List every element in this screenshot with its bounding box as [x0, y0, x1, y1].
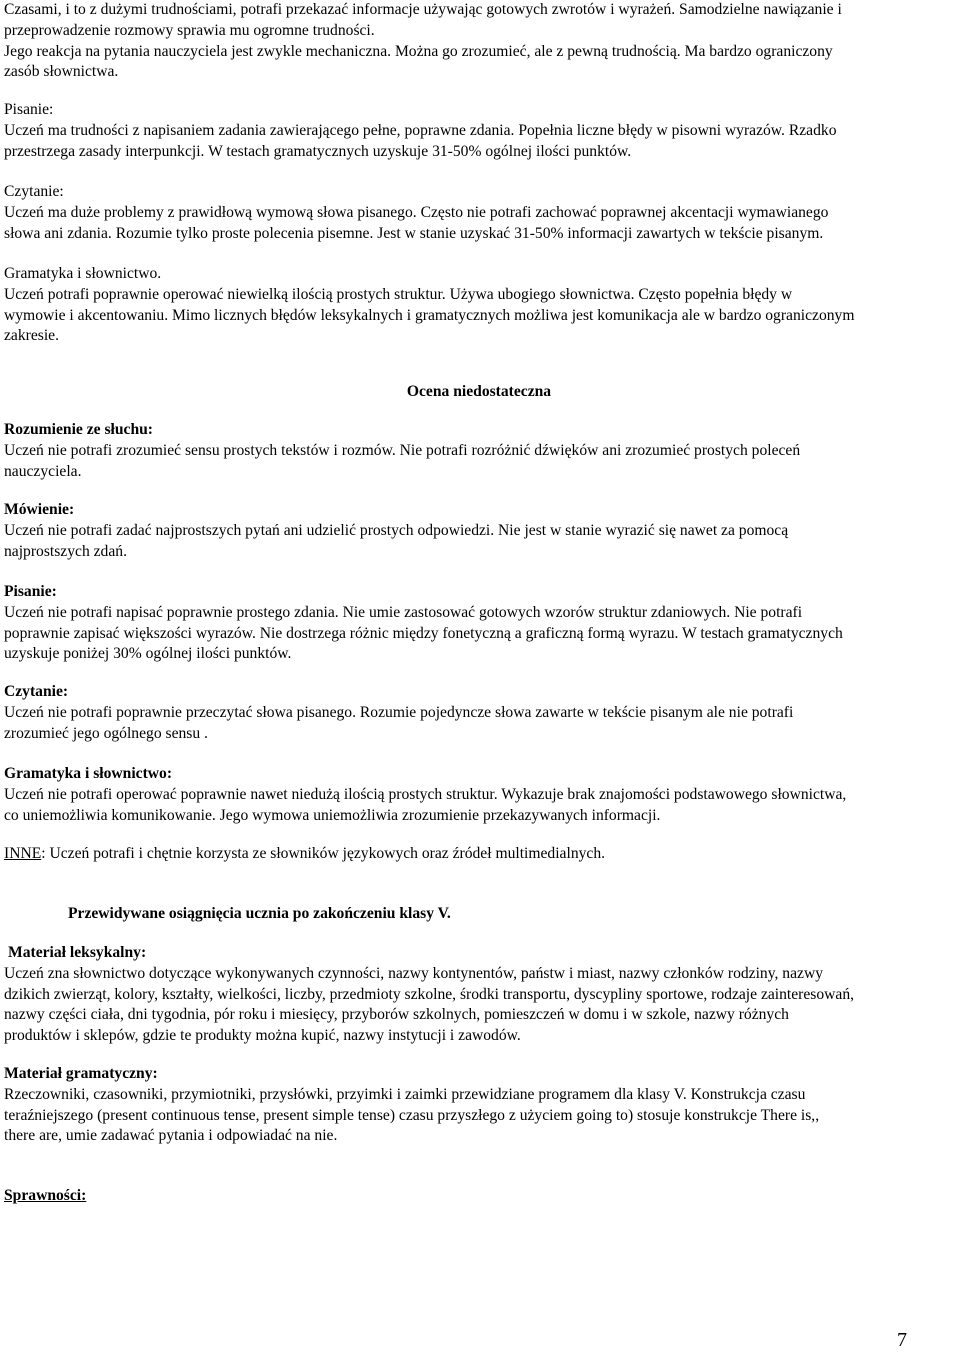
text-line: Uczeń ma duże problemy z prawidłową wymową słowa pisanego. Często nie potrafi zachować poprawnej akcentacji wymawianego [4, 203, 829, 221]
section-heading: Materiał gramatyczny: [4, 1065, 158, 1082]
text-line: najprostszych zdań. [4, 542, 127, 560]
page-number: 7 [897, 1329, 907, 1351]
section-heading: Pisanie: [4, 101, 54, 118]
section-heading: Gramatyka i słownictwo. [4, 265, 162, 282]
section-heading: Czytanie: [4, 183, 64, 200]
text-line: there are, umie zadawać pytania i odpowiadać na nie. [4, 1127, 338, 1145]
text-line: Uczeń nie potrafi zadać najprostszych pytań ani udzielić prostych odpowiedzi. Nie jest w stanie wyrazić się nawet za pomocą [4, 521, 789, 539]
section-heading: Rozumienie ze słuchu: [4, 421, 153, 438]
text-line: Uczeń ma trudności z napisaniem zadania zawierającego pełne, poprawne zdania. Popełnia liczne błędy w pisowni wyrazów. Rzadko [4, 121, 837, 139]
leksykalny-section [4, 943, 954, 1047]
text-line: dzikich zwierząt, kolory, kształty, wielkości, liczby, przedmioty szkolne, środki transportu, dyscypliny sportowe, rodzaje zainteresowań, [4, 985, 855, 1003]
text-line: zrozumieć jego ogólnego sensu . [4, 724, 208, 742]
text-line: zakresie. [4, 327, 59, 345]
text-line: Rzeczowniki, czasowniki, przymiotniki, przysłówki, przyimki i zaimki przewidziane programem dla klasy V. Konstrukcja czasu [4, 1085, 806, 1103]
text-line: nazwy części ciała, dni tygodnia, pór roku i miesięcy, przyborów szkolnych, pomieszczeń w domu i w szkole, nazwy różnych [4, 1006, 789, 1024]
text-line: uzyskuje poniżej 30% ogólnej ilości punktów. [4, 645, 292, 663]
intro-paragraph [4, 0, 954, 83]
inne-line [4, 844, 954, 865]
text-line: Jego reakcja na pytania nauczyciela jest zwykle mechaniczna. Można go zrozumieć, ale z pewną trudnością. Ma bardzo ograniczony [4, 42, 833, 60]
text-line: teraźniejszego (present continuous tense, present simple tense) czasu przyszłego z użyciem going to) stosuje konstrukcje There is,, [4, 1106, 820, 1124]
pisanie-section [4, 100, 954, 162]
mowienie-section [4, 500, 954, 562]
text-line: słowa ani zdania. Rozumie tylko proste polecenia pisemne. Jest w stanie uzyskać 31-50% informacji zawartych w tekście pisanym. [4, 224, 824, 242]
text-line: przestrzega zasady interpunkcji. W testach gramatycznych uzyskuje 31-50% ogólnej ilości punktów. [4, 142, 632, 160]
text-line: Uczeń potrafi poprawnie operować niewielką ilością prostych struktur. Używa ubogiego słownictwa. Często popełnia błędy w [4, 285, 793, 303]
przewidywane-title: Przewidywane osiągnięcia ucznia po zakończeniu klasy V. [68, 905, 451, 922]
gramatyczny-section [4, 1064, 954, 1147]
text-line: zasób słownictwa. [4, 63, 119, 81]
text-line: poprawnie zapisać większości wyrazów. Nie dostrzega różnic między fonetyczną a graficzną formą wyrazu. W testach gramatycznych [4, 624, 843, 642]
ocena-gramatyka-section [4, 764, 954, 826]
section-heading: Mówienie: [4, 501, 75, 518]
section-heading: Czytanie: [4, 683, 69, 700]
text-line: nauczyciela. [4, 462, 82, 480]
text-line: Uczeń nie potrafi poprawnie przeczytać słowa pisanego. Rozumie pojedyncze słowa zawarte w tekście pisanym ale nie potrafi [4, 703, 794, 721]
inne-text: : Uczeń potrafi i chętnie korzysta ze słowników językowych oraz źródeł multimedialnych. [41, 845, 606, 862]
inne-label: INNE [4, 845, 42, 862]
section-heading: Materiał leksykalny: [8, 944, 147, 961]
gramatyka-section [4, 264, 954, 347]
czytanie-section [4, 182, 954, 244]
ocena-pisanie-section [4, 582, 954, 665]
text-line: Uczeń nie potrafi operować poprawnie nawet niedużą ilością prostych struktur. Wykazuje brak znajomości podstawowego słownictwa, [4, 785, 847, 803]
text-line: przeprowadzenie rozmowy sprawia mu ogromne trudności. [4, 21, 375, 39]
text-line: co uniemożliwia komunikowanie. Jego wymowa uniemożliwia zrozumienie przekazywanych informacji. [4, 806, 661, 824]
rozumienie-section [4, 420, 954, 482]
section-heading: Gramatyka i słownictwo: [4, 765, 173, 782]
section-heading: Pisanie: [4, 583, 57, 600]
text-line: Czasami, i to z dużymi trudnościami, potrafi przekazać informacje używając gotowych zwrotów i wyrażeń. Samodzielne nawiązanie i [4, 1, 842, 18]
text-line: Uczeń nie potrafi zrozumieć sensu prostych tekstów i rozmów. Nie potrafi rozróżnić dźwięków ani zrozumieć prostych poleceń [4, 441, 801, 459]
ocena-title: Ocena niedostateczna [406, 383, 552, 400]
text-line: Uczeń zna słownictwo dotyczące wykonywanych czynności, nazwy kontynentów, państw i miast, nazwy członków rodziny, nazwy [4, 964, 823, 982]
text-line: produktów i sklepów, gdzie te produkty można kupić, nazwy instytucji i zawodów. [4, 1027, 521, 1045]
text-line: wymowie i akcentowaniu. Mimo licznych błędów leksykalnych i gramatycznych możliwa jest komunikacja ale w bardzo ograniczonym [4, 306, 855, 324]
text-line: Uczeń nie potrafi napisać poprawnie prostego zdania. Nie umie zastosować gotowych wzorów struktur zdaniowych. Nie potrafi [4, 603, 803, 621]
ocena-czytanie-section [4, 682, 954, 744]
sprawnosci-heading: Sprawności: [4, 1187, 87, 1204]
